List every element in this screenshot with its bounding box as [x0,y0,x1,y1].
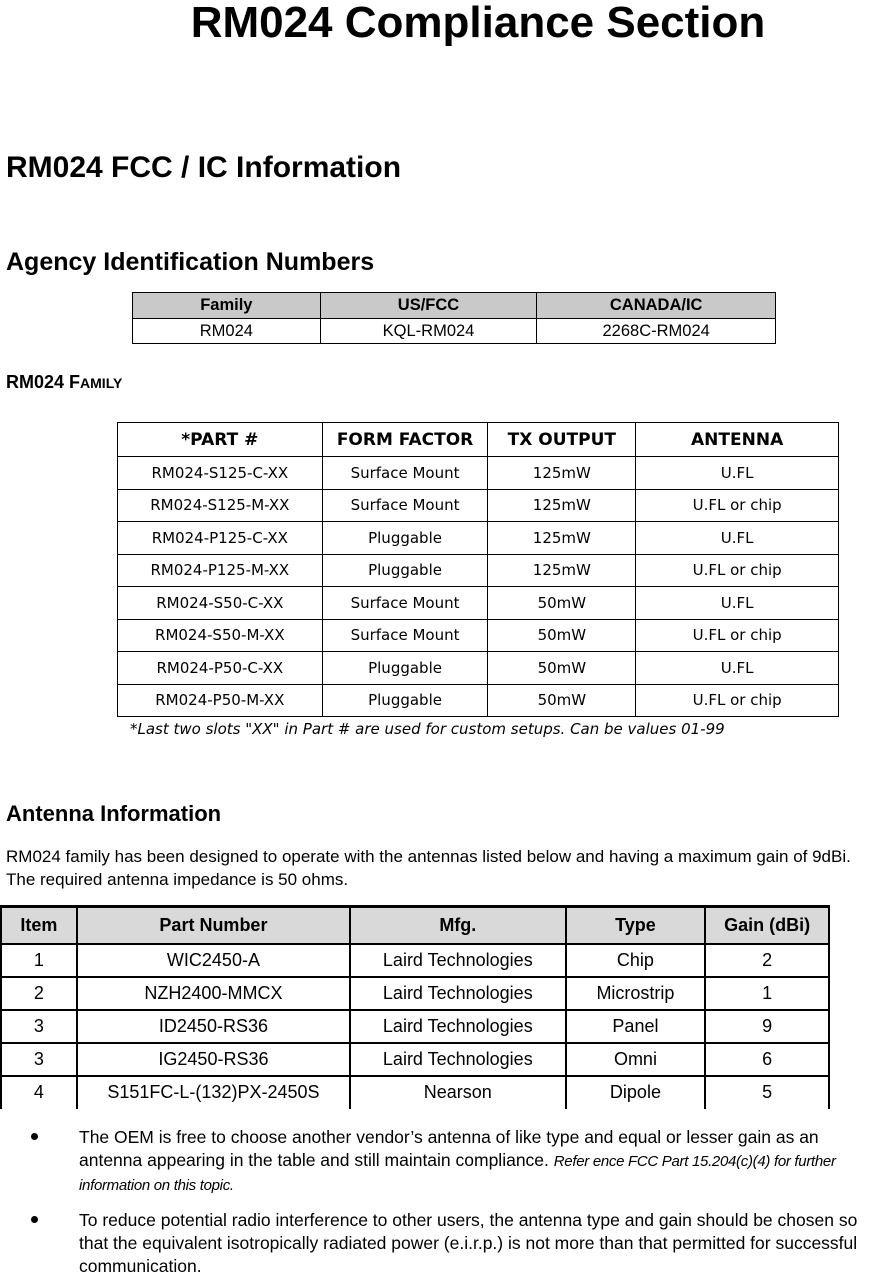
agency-cell: 2268C-RM024 [537,319,776,344]
antenna-header-row [1,907,829,944]
family-cell: Pluggable [322,554,488,587]
antenna-cell: 1 [1,944,77,977]
family-heading-prefix: RM024 F [6,372,81,392]
antenna-cell: Laird Technologies [350,944,566,977]
antenna-cell: NZH2400-MMCX [77,977,350,1010]
antenna-header-cell: Type [566,907,706,944]
family-cell: U.FL [636,457,839,490]
antenna-cell: WIC2450-A [77,944,350,977]
antenna-cell: 3 [1,1043,77,1076]
family-row [118,457,839,490]
family-cell: Pluggable [322,684,488,717]
family-heading-rest: AMILY [80,375,123,391]
antenna-cell: 2 [1,977,77,1010]
bullet-dot-icon [31,1133,38,1140]
family-cell: Surface Mount [322,489,488,522]
family-cell: 125mW [488,489,636,522]
family-row [118,489,839,522]
antenna-cell: 5 [705,1076,829,1109]
family-table [117,422,839,717]
antenna-header-cell: Gain (dBi) [705,907,829,944]
antenna-cell: 9 [705,1010,829,1043]
family-cell: Surface Mount [322,457,488,490]
agency-header-cell: Family [133,293,321,319]
agency-cell: RM024 [133,319,321,344]
bullet-text: To reduce potential radio interference to other users, the antenna type and gain should be chosen so that the equivalent isotropically radiated power (e.i.r.p.) is not more than that permitted for successful communication. [79,1210,858,1276]
antenna-cell: 6 [705,1043,829,1076]
antenna-header-cell: Item [1,907,77,944]
antenna-cell: Omni [566,1043,706,1076]
antenna-cell: Chip [566,944,706,977]
antenna-cell: S151FC-L-(132)PX-2450S [77,1076,350,1109]
bullet-dot-icon [31,1216,38,1223]
agency-header-cell: CANADA/IC [537,293,776,319]
family-row [118,522,839,555]
antenna-cell: Dipole [566,1076,706,1109]
antenna-cell: Laird Technologies [350,977,566,1010]
family-cell: 50mW [488,652,636,685]
family-cell: 50mW [488,587,636,620]
antenna-cell: 1 [705,977,829,1010]
agency-cell: KQL-RM024 [320,319,537,344]
antenna-cell: IG2450-RS36 [77,1043,350,1076]
antenna-row [1,1010,829,1043]
family-header-cell: ANTENNA [636,423,839,457]
family-cell: U.FL or chip [636,684,839,717]
family-cell: Pluggable [322,652,488,685]
family-row [118,684,839,717]
family-row [118,587,839,620]
antenna-cell: Nearson [350,1076,566,1109]
family-header-row [118,423,839,457]
agency-header-cell: US/FCC [320,293,537,319]
family-cell: Pluggable [322,522,488,555]
family-cell: U.FL [636,652,839,685]
antenna-cell: Panel [566,1010,706,1043]
bullet-list [0,1126,881,1278]
family-header-cell: FORM FACTOR [322,423,488,457]
family-cell: RM024-P125-M-XX [118,554,323,587]
agency-table [132,292,776,344]
antenna-cell: 4 [1,1076,77,1109]
antenna-header-cell: Part Number [77,907,350,944]
family-cell: 50mW [488,684,636,717]
bullet-reference: Refer ence FCC Part 15.204(c)(4) for further information on this topic. [79,1153,836,1194]
family-cell: 125mW [488,457,636,490]
family-row [118,554,839,587]
antenna-row [1,977,829,1010]
antenna-description: RM024 family has been designed to operate with the antennas listed below and having a maximum gain of 9dBi. The required antenna impedance is 50 ohms. [6,847,851,889]
bullet-text: The OEM is free to choose another vendor’s antenna of like type and equal or lesser gain as an antenna appearing in the table and still maintain compliance. [79,1127,819,1170]
page-title: RM024 Compliance Section [190,0,766,47]
family-cell: 125mW [488,554,636,587]
family-cell: RM024-P125-C-XX [118,522,323,555]
family-cell: U.FL [636,522,839,555]
antenna-header-cell: Mfg. [350,907,566,944]
family-footnote: *Last two slots "XX" in Part # are used for custom setups. Can be values 01-99 [130,720,725,738]
family-cell: RM024-S50-C-XX [118,587,323,620]
family-cell: RM024-S125-C-XX [118,457,323,490]
family-cell: U.FL [636,587,839,620]
family-cell: U.FL or chip [636,554,839,587]
agency-header-row [133,293,776,319]
family-cell: RM024-S125-M-XX [118,489,323,522]
family-cell: Surface Mount [322,619,488,652]
family-header-cell: TX OUTPUT [488,423,636,457]
bullet-item [0,1209,881,1278]
antenna-cell: ID2450-RS36 [77,1010,350,1043]
agency-row [133,319,776,344]
family-row [118,652,839,685]
family-cell: Surface Mount [322,587,488,620]
fcc-ic-heading: RM024 FCC / IC Information [6,151,402,184]
antenna-row [1,1076,829,1109]
antenna-row [1,1043,829,1076]
family-heading [6,372,122,393]
antenna-cell: Laird Technologies [350,1010,566,1043]
antenna-cell: Microstrip [566,977,706,1010]
antenna-cell: Laird Technologies [350,1043,566,1076]
bullet-item [0,1126,881,1197]
family-header-cell: *PART # [118,423,323,457]
family-cell: RM024-P50-C-XX [118,652,323,685]
antenna-row [1,944,829,977]
antenna-cell: 2 [705,944,829,977]
antenna-cell: 3 [1,1010,77,1043]
family-row [118,619,839,652]
family-cell: RM024-S50-M-XX [118,619,323,652]
family-cell: 125mW [488,522,636,555]
family-cell: RM024-P50-M-XX [118,684,323,717]
antenna-heading: Antenna Information [6,801,222,826]
family-cell: U.FL or chip [636,619,839,652]
antenna-table [0,905,830,1109]
agency-heading: Agency Identification Numbers [6,248,375,276]
family-cell: U.FL or chip [636,489,839,522]
family-cell: 50mW [488,619,636,652]
